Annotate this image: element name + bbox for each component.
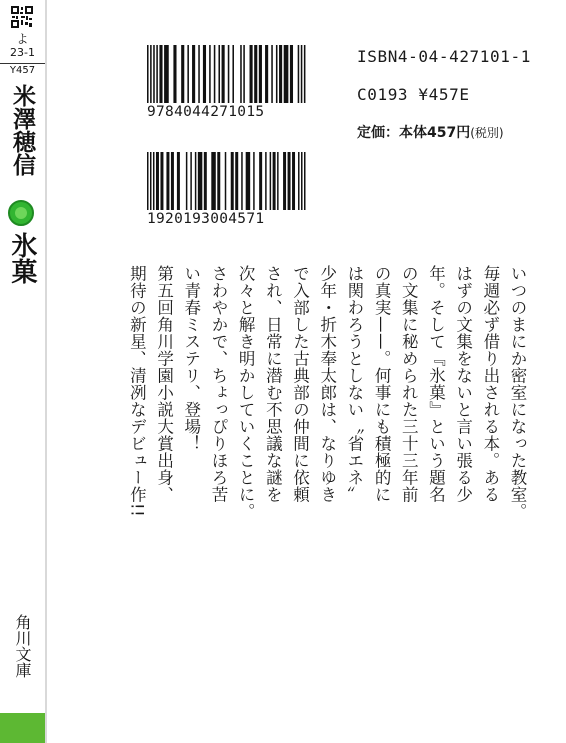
barcode-bar: [240, 45, 242, 103]
barcode-bar: [153, 152, 155, 210]
barcode-bar: [290, 45, 293, 103]
barcode-bar: [217, 152, 220, 210]
barcode-bar: [259, 152, 262, 210]
blurb-text: [127, 265, 531, 705]
barcode-bar: [156, 45, 158, 103]
barcode-bar: [277, 152, 279, 210]
spine-author: 米澤穂信: [9, 84, 35, 176]
barcode-isbn: [147, 45, 307, 103]
price-tax-note: (税別): [470, 126, 504, 140]
barcode-bar: [209, 45, 211, 103]
barcode-bar: [177, 152, 180, 210]
barcode-bar: [211, 152, 215, 210]
spine-price-code: Y457: [0, 63, 45, 76]
barcode-bar: [150, 152, 152, 210]
barcode-bar: [156, 152, 159, 210]
blurb-line: さわやかで、ちょっぴりほろ苦: [208, 265, 228, 503]
barcode-bar: [253, 152, 255, 210]
barcode-bar: [187, 45, 189, 103]
barcode-bar: [279, 45, 282, 103]
spine-category-code: よ: [16, 32, 29, 46]
book-spine: [0, 0, 47, 743]
barcode-bar: [232, 45, 234, 103]
barcode-bar: [250, 45, 253, 103]
blurb-line: の真実——。何事にも積極的に: [372, 265, 392, 503]
barcode-bar: [301, 152, 303, 210]
barcode-bar: [243, 45, 245, 103]
barcode-bar: [198, 45, 200, 103]
barcode-bar: [284, 45, 289, 103]
barcode-bar: [214, 45, 216, 103]
blurb-line: は関わろうとしない〝省エネ〟: [344, 265, 364, 503]
barcode-bar: [228, 45, 230, 103]
spine-title: 氷菓: [7, 232, 37, 284]
blurb-line: 毎週必ず借り出される本。ある: [480, 265, 500, 503]
blurb-line: 第五回角川学園小説大賞出身、: [154, 265, 174, 503]
barcode-bar: [231, 152, 234, 210]
barcode-bar: [241, 152, 243, 210]
barcode-bar: [259, 45, 262, 103]
blurb-line: 年。そして『氷菓』という題名: [426, 265, 446, 503]
barcode-bar: [181, 45, 184, 103]
barcode-bar: [164, 45, 169, 103]
barcode-isbn-number: 9784044271015: [147, 104, 265, 120]
isbn-text: ISBN4-04-427101-1: [357, 47, 531, 66]
barcode-bar: [246, 152, 250, 210]
barcode-bar: [273, 152, 276, 210]
green-circle-icon: [8, 200, 34, 226]
barcode-bar: [198, 152, 202, 210]
barcode-bar: [304, 152, 306, 210]
qr-code-icon: [11, 6, 33, 28]
barcode-bar: [276, 45, 278, 103]
blurb-line: い青春ミステリ、登場！: [181, 265, 201, 452]
blurb-line: 期待の新星、清冽なデビュー作!!: [127, 265, 147, 518]
barcode-bar: [166, 152, 169, 210]
blurb-line: 少年・折木奉太郎は、なりゆき: [317, 265, 337, 503]
c-code-text: C0193 ¥457E: [357, 85, 470, 104]
blurb-line: で入部した古典部の仲間に依頼: [290, 265, 310, 503]
barcode-bar: [190, 152, 192, 210]
barcode-bar: [218, 45, 220, 103]
barcode-bar: [173, 45, 176, 103]
spine-volume-code: 23-1: [10, 46, 35, 59]
barcode-bar: [270, 152, 272, 210]
barcode-bar: [283, 152, 286, 210]
barcode-bar: [298, 152, 300, 210]
price-label: 定価：本体457円: [357, 125, 471, 141]
barcode-bar: [235, 152, 238, 210]
barcode-bar: [288, 152, 291, 210]
barcode-bar: [171, 152, 174, 210]
barcode-bar: [153, 45, 155, 103]
barcode-bar: [265, 152, 267, 210]
barcode-bar: [192, 45, 195, 103]
blurb-line: いつのまにか密室になった教室。: [508, 265, 527, 520]
barcode-bar: [271, 45, 273, 103]
barcode-bar: [292, 152, 295, 210]
barcode-bar: [301, 45, 303, 103]
blurb-line: の文集に秘められた三十三年前: [399, 265, 419, 503]
barcode-bar: [222, 45, 225, 103]
barcode-bar: [204, 152, 207, 210]
barcode-bar: [195, 152, 197, 210]
barcode-bar: [225, 152, 227, 210]
barcode-bar: [150, 45, 152, 103]
barcode-bar: [147, 45, 149, 103]
barcode-bar: [254, 45, 257, 103]
barcode-bar: [203, 45, 206, 103]
spine-publisher: 角川文庫: [13, 614, 32, 678]
barcode-bar: [186, 152, 188, 210]
barcode-price: [147, 152, 307, 210]
barcode-bar: [159, 45, 162, 103]
blurb-line: され、日常に潜む不思議な謎を: [263, 265, 283, 503]
barcode-bar: [265, 45, 268, 103]
barcode-bar: [147, 152, 149, 210]
barcode-bar: [160, 152, 163, 210]
spine-color-band: [0, 713, 45, 743]
barcode-bar: [304, 45, 306, 103]
back-cover: [47, 0, 566, 743]
price-text: [357, 122, 504, 142]
barcode-bar: [298, 45, 300, 103]
barcode-price-number: 1920193004571: [147, 211, 265, 227]
blurb-line: 次々と解き明かしていくことに。: [236, 265, 256, 520]
blurb-line: はずの文集をないと言い張る少: [453, 265, 473, 503]
